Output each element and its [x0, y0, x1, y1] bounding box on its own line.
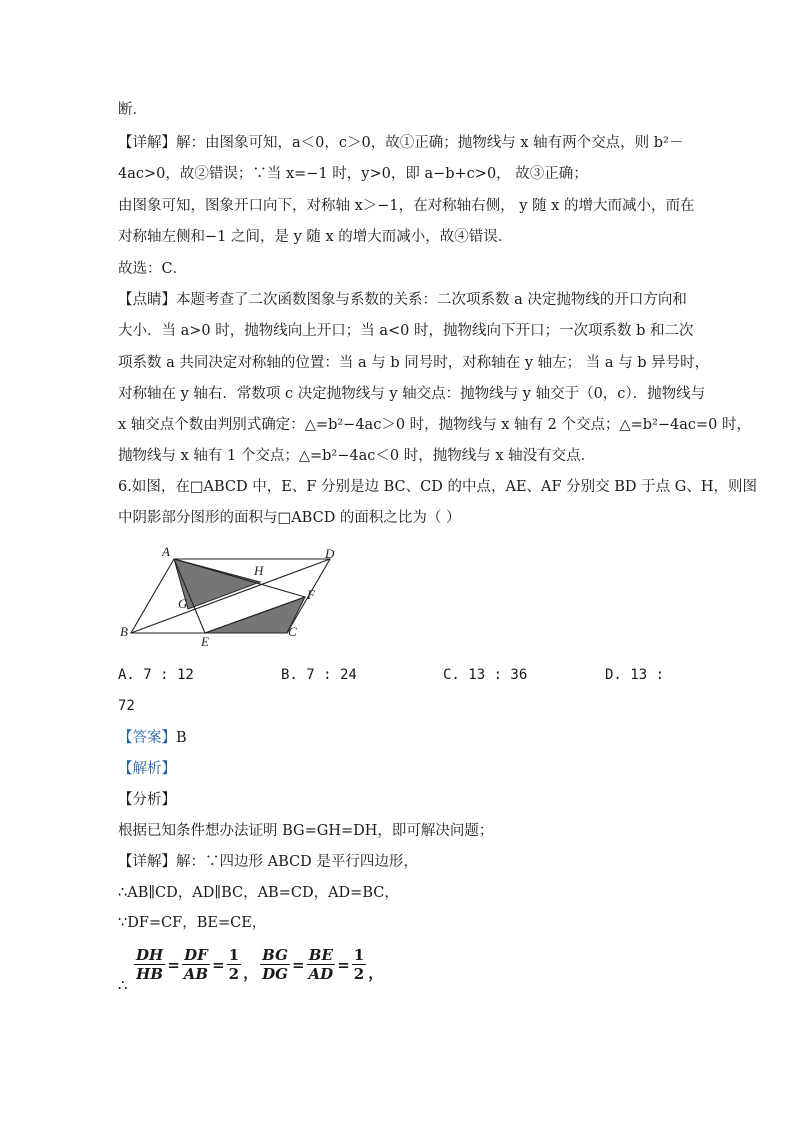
fraction-bg-dg: $\frac{BG}{DG}$ — [262, 946, 288, 983]
ratio-equations: $\frac{DH}{HB}$ = $\frac{DF}{AB}$ = $\frac{1}{2}$ ， $\frac{BG}{DG}$ = $\frac{BE}{AD}$ = $\frac{1}{2}$ ， — [136, 946, 384, 983]
text-line-6: 故选：C． — [118, 261, 188, 277]
question-line-2: 中阴影部分图形的面积与□ABCD 的面积之比为（ ） — [118, 510, 461, 526]
detail-line-1: 【详解】解：∵四边形 ABCD 是平行四边形， — [118, 854, 418, 870]
choice-b: B. 7 : 24 — [281, 667, 357, 683]
choice-a: A. 7 : 12 — [118, 667, 194, 683]
text-line-2: 【详解】解：由图象可知，a＜0，c＞0，故①正确；抛物线与 x 轴有两个交点，则 b²－ — [118, 135, 684, 151]
text-line-4: 由图象可知，图象开口向下，对称轴 x＞−1，在对称轴右侧， y 随 x 的增大而减小，而在 — [118, 198, 695, 214]
fraction-df-ab: $\frac{DF}{AB}$ — [183, 946, 209, 983]
label-F: F — [307, 587, 315, 602]
fraction-dh-hb: $\frac{DH}{HB}$ — [136, 946, 164, 983]
question-line-1: 6.如图，在□ABCD 中，E、F 分别是边 BC、CD 的中点，AE、AF 分别交 BD 于点 G、H，则图 — [118, 479, 758, 495]
text-line-1: 断． — [118, 102, 147, 118]
text-line-7: 【点睛】本题考查了二次函数图象与系数的关系：二次项系数 a 决定抛物线的开口方向和 — [118, 292, 687, 308]
text-line-5: 对称轴左侧和−1 之间，是 y 随 x 的增大而减小，故④错误． — [118, 229, 513, 245]
parallelogram-figure — [115, 540, 360, 650]
label-A: A — [162, 544, 170, 559]
text-line-10: 对称轴在 y 轴右．常数项 c 决定抛物线与 y 轴交点：抛物线与 y 轴交于（0，c）．抛物线与 — [118, 386, 706, 402]
text-line-11: x 轴交点个数由判别式确定：△=b²−4ac＞0 时，抛物线与 x 轴有 2 个交点；△=b²−4ac=0 时， — [118, 417, 752, 433]
answer-label: 【答案】 — [118, 730, 176, 746]
label-C: C — [288, 624, 297, 639]
label-D: D — [325, 546, 335, 561]
fraction-one-half-a: $\frac{1}{2}$ — [228, 946, 240, 983]
text-line-9: 项系数 a 共同决定对称轴的位置：当 a 与 b 同号时，对称轴在 y 轴左； 当 a 与 b 异号时， — [118, 355, 710, 371]
text-line-12: 抛物线与 x 轴有 1 个交点；△=b²−4ac＜0 时，抛物线与 x 轴没有交点． — [118, 448, 596, 464]
analysis-heading: 【解析】 — [118, 761, 176, 777]
answer-value: B — [176, 730, 187, 746]
therefore-symbol: ∴ — [118, 976, 128, 994]
detail-line-3: ∵DF=CF，BE=CE， — [118, 915, 267, 931]
analysis-subheading: 【分析】 — [118, 792, 176, 808]
text-line-3: 4ac>0，故②错误；∵当 x=−1 时，y>0，即 a−b+c>0， 故③正确； — [118, 166, 588, 182]
label-E: E — [201, 634, 209, 649]
label-B: B — [120, 624, 128, 639]
text-line-8: 大小．当 a>0 时，抛物线向上开口；当 a<0 时，抛物线向下开口；一次项系数 b 和二次 — [118, 323, 694, 339]
choice-d: D. 13 : — [605, 667, 665, 683]
fraction-one-half-b: $\frac{1}{2}$ — [353, 946, 365, 983]
detail-line-2: ∴AB∥CD，AD∥BC，AB=CD，AD=BC， — [118, 885, 399, 901]
answer-row — [118, 728, 187, 748]
choice-d-wrap: 72 — [118, 698, 135, 714]
fraction-be-ad: $\frac{BE}{AD}$ — [308, 946, 334, 983]
label-H: H — [254, 563, 264, 578]
choice-c: C. 13 : 36 — [443, 667, 528, 683]
label-G: G — [178, 596, 188, 611]
analysis-text: 根据已知条件想办法证明 BG=GH=DH，即可解决问题； — [118, 823, 494, 839]
